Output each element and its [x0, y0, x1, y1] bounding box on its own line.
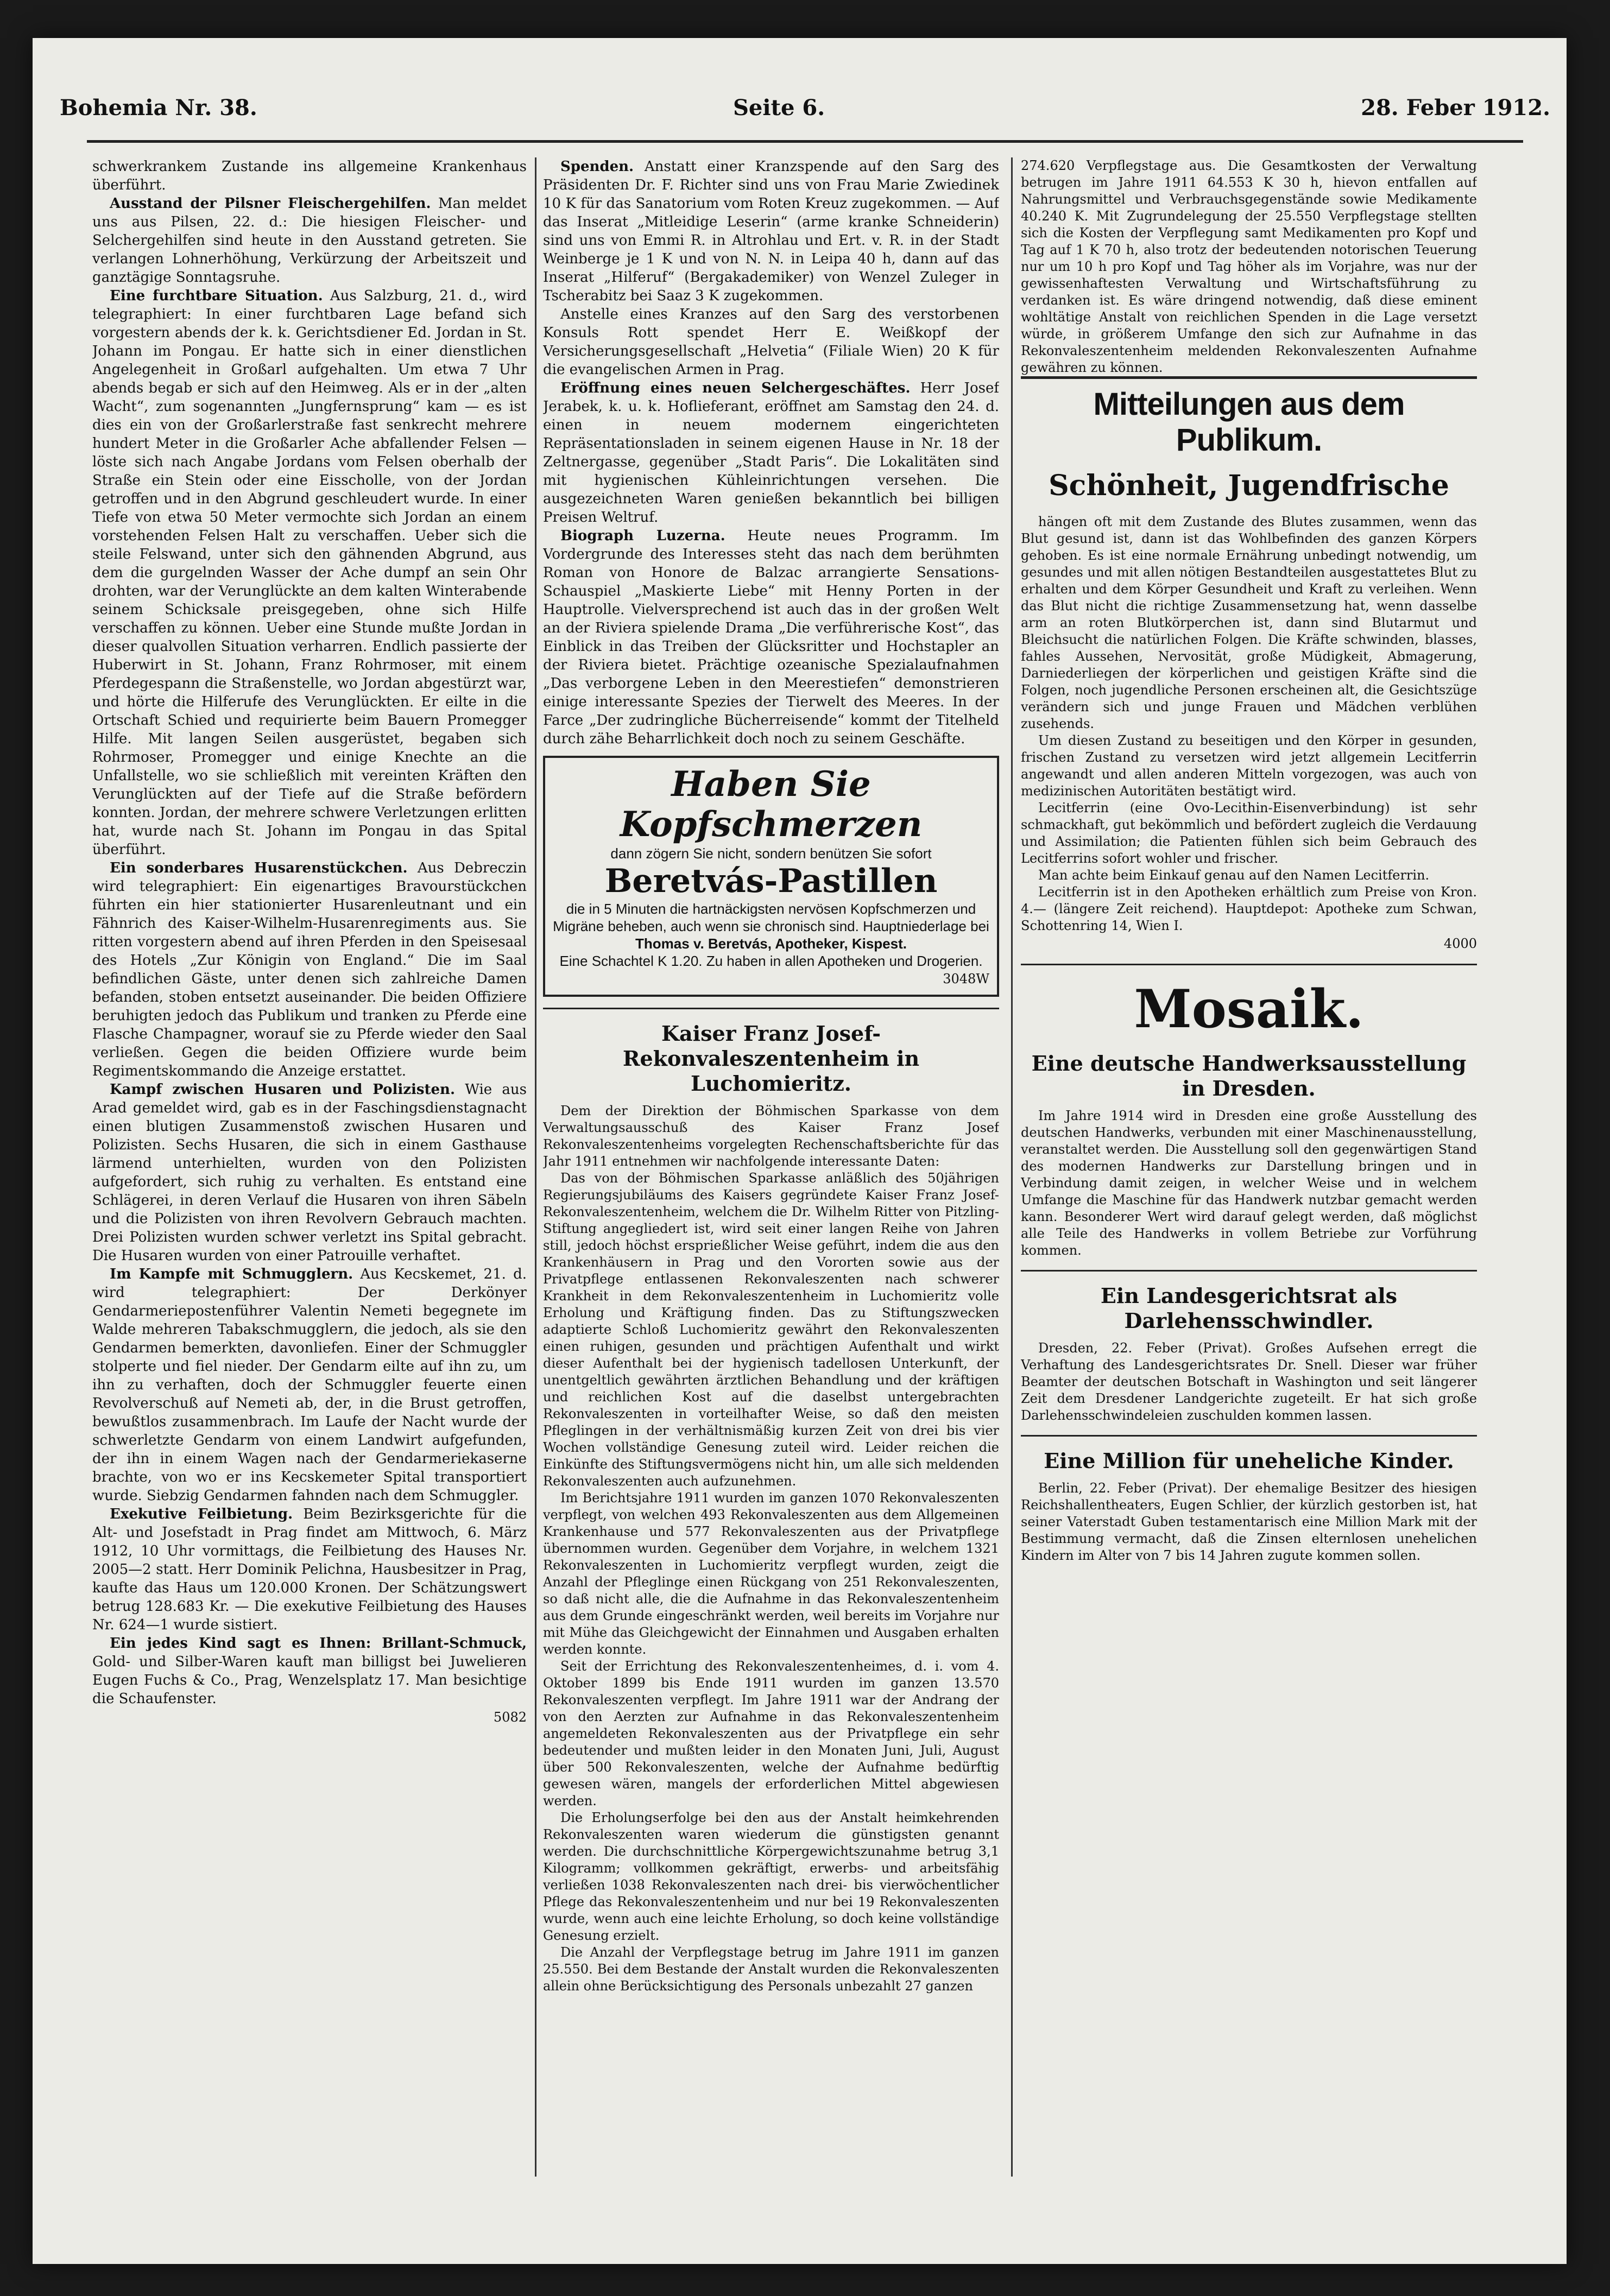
ad-beretvas — [543, 756, 999, 997]
column-3 — [1021, 157, 1477, 2187]
divider — [1021, 1270, 1477, 1272]
article-paragraph — [92, 1080, 527, 1265]
article-paragraph: Berlin, 22. Feber (Privat). Der ehemalige Besitzer des hiesigen Reichshallentheaters, Eugen Schlier, der kürzlich gestorben ist, hat seiner Vaterstadt Guben testamentarisch eine Million Mark mit der Bestimmung vermacht, daß die Zinsen elternlosen unehelichen Kindern im Alter von 7 bis 14 Jahren zugute kommen sollen. — [1021, 1481, 1477, 1563]
article-text: Aus Kecskemet, 21. d. wird telegraphiert: Der Derkönyer Gendarmeriepostenführer Valentin Nemeti begegnete im Walde mehreren Tabakschmugglern, die jedoch, als sie den Gendarmen bemerkten, davonliefen. Einer der Schmuggler stolperte und fiel nieder. Der Gendarm eilte auf ihn zu, um ihn zu verhaften, doch der Schmuggler feuerte einen Revolverschuß auf Nemeti ab, der, in die Brust getroffen, bewußtlos zusammenbrach. Im Laufe der Nacht wurde der schwerletzte Gendarm von einem Landwirt aufgefunden, der ihn in einem Wagen nach der Gendarmeriekaserne brachte, von wo er ins Kecskemeter Spital transportiert wurde. Siebzig Gendarmen fahnden nach dem Schmuggler. — [92, 1266, 527, 1504]
issue-date: 28. Feber 1912. — [1361, 95, 1550, 121]
article-text: Heute neues Programm. Im Vordergrunde des Interesses steht das nach dem berühmten Roman von Honore de Balzac arrangierte Sensations-Schauspiel „Maskierte Liebe“ mit Henny Porten in der Hauptrolle. Vielversprechend ist auch das in der großen Welt an der Riviera spielende Drama „Die verführerische Kost“, das Einblick in das Treiben der Glücksritter und Hochstapler an der Riviera bietet. Prächtige ozeanische Spezialaufnahmen „Das verborgene Leben in den Meerestiefen“ demonstrieren einige interessante Spezies der Tierwelt des Meeres. In der Farce „Der zudringliche Bücherreisende“ kommt der Titelheld durch zähe Beharrlichkeit doch noch zu seinem Geschäfte. — [543, 528, 999, 747]
divider — [1021, 964, 1477, 965]
article-text: Aus Debreczin wird telegraphiert: Ein eigenartiges Bravourstückchen führten ein hier stationierter Husarenleutnant und ein Fähnrich des Kaiser-Wilhelm-Husarenregiments aus. Sie ritten vorgestern abend auf ihren Pferden in den Speisesaal des Hotels „Zur Königin von England.“ Die im Saal befindlichen Gäste, unter denen sich zahlreiche Damen befanden, stoben entsetzt auseinander. Die beiden Offiziere beruhigten jedoch das Publikum und tranken zu Pferde eine Flasche Champagner, worauf sie zu Pferde wieder den Saal verließen. Gegen die beiden Offiziere wurde beim Regimentskommando die Anzeige erstattet. — [92, 860, 527, 1079]
ad-paragraph: Lecitferrin (eine Ovo-Lecithin-Eisenverbindung) ist sehr schmackhaft, gut bekömmlich und befördert zugleich die Verdauung und Assimilation; die Patienten fühlen sich beim Gebrauch des Lecitferrins sofort wohler und frischer. — [1021, 800, 1477, 866]
article-paragraph: Die Anzahl der Verpflegstage betrug im Jahre 1911 im ganzen 25.550. Bei dem Bestande der Anstalt wurden die Rekonvaleszenten allein ohne Berücksichtigung des Personals unbezahlt 27 ganzen — [543, 1945, 999, 1994]
ad-body: die in 5 Minuten die hartnäckigsten nervösen Kopfschmerzen und Migräne beheben, auch wenn sie chronisch sind. Hauptniederlage bei — [553, 901, 989, 934]
article-paragraph — [543, 379, 999, 527]
article-runin-title: Im Kampfe mit Schmugglern. — [110, 1266, 353, 1282]
article-title: Ein Landesgerichtsrat als Darlehensschwindler. — [1100, 1283, 1398, 1333]
article-text: Gold- und Silber-Waren kauft man billigst bei Juwelieren Eugen Fuchs & Co., Prag, Wenzelsplatz 17. Man besichtige die Schaufenster. — [92, 1654, 527, 1707]
article-text: Man meldet uns aus Pilsen, 22. d.: Die hiesigen Fleischer- und Selchergehilfen sind heute in den Ausstand getreten. Sie verlangen Lohnerhöhung, Verkürzung der Arbeitszeit und ganztägige Sonntagsruhe. — [92, 195, 527, 286]
ad-paragraph: Man achte beim Einkauf genau auf den Namen Lecitferrin. — [1038, 868, 1430, 883]
article-paragraph — [543, 305, 999, 379]
article-paragraph: Dresden, 22. Feber (Privat). Großes Aufsehen erregt die Verhaftung des Landesgerichtsrates Dr. Snell. Dieser war früher Beamter der deutschen Botschaft in Washington und seit längerer Zeit dem Dresdener Landgerichte zugeteilt. Er hat sich große Darlehensschwindeleien zuschulden kommen lassen. — [1021, 1340, 1477, 1423]
section-heading: Mitteilungen aus dem Publikum. — [1021, 376, 1477, 458]
article-text: Anstelle eines Kranzes auf den Sarg des verstorbenen Konsuls Rott spendet Herr E. Weißkopf der Versicherungsgesellschaft „Helvetia“ (Filiale Wien) 20 K für die evangelischen Armen in Prag. — [543, 306, 999, 378]
ad-code: 4000 — [1443, 936, 1477, 951]
article-paragraph — [92, 859, 527, 1080]
article-text: Beim Bezirksgerichte für die Alt- und Josefstadt in Prag findet am Mittwoch, 6. März 1912, 10 Uhr vormittags, die Feilbietung des Hauses Nr. 2005—2 statt. Herr Dominik Pelichna, Hausbesitzer in Prag, kaufte das Haus um 120.000 Kronen. Der Schätzungswert betrug 128.683 Kr. — Die exekutive Feilbietung des Hauses Nr. 624—1 wurde sistiert. — [92, 1506, 527, 1633]
article-text: Aus Salzburg, 21. d., wird telegraphiert: In einer furchtbaren Lage befand sich vorgestern abends der k. k. Gerichtsdiener Ed. Jordan in St. Johann im Pongau. Er hatte sich in einer dienstlichen Angelegenheit in Großarl aufgehalten. Um etwa 7 Uhr abends begab er sich auf den Heimweg. Als er in der „alten Wacht“, zum sogenannten „Jungfernsprung“ kam — es ist dies ein von der Großarlerstraße fast senkrecht mehrere hundert Meter in die Großarler Ache abfallender Felsen — löste sich nach Angabe Jordans vom Felsen oberhalb der Straße ein Stein oder eine Eisscholle, von der Jordan getroffen und in den Abgrund geschleudert wurde. In einer Tiefe von etwa 50 Meter vermochte sich Jordan an einem vorstehenden Felsen Halt zu verschaffen. Ueber sich die steile Felswand, unter sich den gähnenden Abgrund, aus dem die gurgelnden Wasser der Ache dumpf an sein Ohr drohten, war der Verunglückte an dem kalten Winterabende seinem Schicksale preisgegeben, ohne sich Hilfe verschaffen zu können. Ueber eine Stunde mußte Jordan in dieser qualvollen Situation verharren. Endlich passierte der Huberwirt in St. Johann, Franz Rohrmoser, mit einem Pferdegespann die Straßenstelle, wo Jordan abgestürzt war, und hörte die Hilferufe des Verunglückten. Er eilte in die Ortschaft Schied und requirierte beim Bauern Promegger Hilfe. Mit langen Seilen ausgerüstet, begaben sich Rohrmoser, Promegger und einige Knechte an die Unfallstelle, wo sie schließlich mit vereinten Kräften den Verunglückten auf der Tiefe auf die Straße befördern konnten. Jordan, der mehrere schwere Verletzungen erlitten hat, wurde nach St. Johann im Pongau in das Spital überführt. — [92, 288, 527, 858]
article-runin-title: Kampf zwischen Husaren und Polizisten. — [110, 1081, 455, 1098]
article-paragraph — [92, 1634, 527, 1708]
article-paragraph: Im Jahre 1914 wird in Dresden eine große Ausstellung des deutschen Handwerks, verbunden mit einer Maschinenausstellung, veranstaltet werden. Die Ausstellung soll den gegenwärtigen Stand des modernen Handwerks zur Darstellung bringen und in Verbindung damit zeigen, in welcher Weise und in welchem Umfange die Maschine für das Handwerk nutzbar gemacht werden kann. Besonderer Wert wird darauf gelegt werden, daß möglichst alle Teile des Handwerks in vollem Betriebe zur Vorführung kommen. — [1021, 1108, 1477, 1258]
article-runin-title: Ein jedes Kind sagt es Ihnen: Brillant-Schmuck, — [110, 1635, 527, 1652]
ad-headline: Haben Sie Kopfschmerzen — [620, 764, 923, 845]
ad-subline: dann zögern Sie nicht, sondern benützen Sie sofort — [610, 845, 932, 862]
article-title: Eine Million für uneheliche Kinder. — [1044, 1449, 1454, 1473]
header-rule — [87, 140, 1523, 143]
page-number: Seite 6. — [733, 95, 825, 121]
article-paragraph: Seit der Errichtung des Rekonvaleszentenheimes, d. i. vom 4. Oktober 1899 bis Ende 1911 wurden im ganzen 13.570 Rekonvaleszenten verpflegt. Im Jahre 1911 war der Andrang der von den Aerzten zur Aufnahme in das Rekonvaleszentenheim angemeldeten Rekonvaleszenten aus der Privatpflege ein sehr bedeutender und mußten leider in den Monaten Juni, Juli, August über 500 Rekonvaleszenten, welche der Aufnahme bedürftig gewesen wären, mangels der erforderlichen Mittel abgewiesen werden. — [543, 1659, 999, 1808]
ad-title: Schönheit, Jugendfrische — [1049, 469, 1449, 502]
article-text: Wie aus Arad gemeldet wird, gab es in der Faschingsdienstagnacht einen blutigen Zusammenstoß zwischen Husaren und Polizisten. Sechs Husaren, die sich in einem Gasthause lärmend unterhielten, wurden von den Polizisten aufgefordert, sich ruhig zu verhalten. Es entstand eine Schlägerei, in deren Verlauf die Husaren von ihren Säbeln und die Polizisten von ihren Revolvern Gebrauch machten. Drei Polizisten wurden schwer verletzt ins Spital gebracht. Die Husaren wurden von einer Patrouille verhaftet. — [92, 1081, 527, 1264]
article-paragraph — [92, 1505, 527, 1634]
article-continuation: 274.620 Verpflegstage aus. Die Gesamtkosten der Verwaltung betrugen im Jahre 1911 64.553 K 30 h, hievon entfallen auf Nahrungsmittel und Verbrauchsgegenstände sowie Medikamente 40.240 K. Mit Zugrundelegung der 25.550 Verpflegstage stellten sich die Kosten der Verpflegung samt Medikamenten pro Kopf und Tag auf 1 K 70 h, also trotz der bedeutenden notorischen Teuerung nur um 10 h pro Kopf und Tag höher als im Vorjahre, was nur der gewissenhaftesten Verwaltung und Wirtschaftsführung zu verdanken ist. Es wäre dringend notwendig, daß diese eminent wohltätige Anstalt von reichlichen Spenden in die Lage versetzt würde, in größerem Umfange den sich zur Aufnahme in das Rekonvaleszentenheim meldenden Rekonvaleszenten Aufnahme gewähren zu können. — [1021, 158, 1477, 375]
article-paragraph — [543, 157, 999, 305]
article-text: Anstatt einer Kranzspende auf den Sarg des Präsidenten Dr. F. Richter sind uns von Frau Marie Zwiedinek 10 K für das Sanatorium vom Roten Kreuz zugekommen. — Auf das Inserat „Mitleidige Leserin“ (arme kranke Schneiderin) sind uns von Emmi R. in Altrohlau und Ert. v. R. in der Stadt Weinberge je 1 K und von N. N. in Leipa 40 h, dann auf das Inserat „Hilferuf“ (Bergakademiker) von Wenzel Zuleger in Tscherabitz bei Saaz 3 K zugekommen. — [543, 159, 999, 304]
column-divider — [535, 157, 536, 2177]
divider — [1021, 1435, 1477, 1437]
article-text: Herr Josef Jerabek, k. u. k. Hoflieferant, eröffnet am Samstag den 24. d. einen in neuem modernem eingerichteten Repräsentationsladen in seinem eigenen Hause in Nr. 18 der Zeltnergasse, gegenüber „Stadt Paris“. Die Lokalitäten sind mit hygienischen Kühleinrichtungen versehen. Die ausgezeichneten Waren genießen bekanntlich bei billigen Preisen Weltruf. — [543, 380, 999, 526]
section-heading-mosaic: Mosaik. — [1134, 978, 1364, 1040]
article-paragraph — [92, 1265, 527, 1505]
article-title: Eine deutsche Handwerksausstellung in Dresden. — [1031, 1051, 1467, 1100]
article-paragraph — [92, 157, 527, 194]
page-header — [60, 95, 1550, 138]
ad-paragraph: Lecitferrin ist in den Apotheken erhältlich zum Preise von Kron. 4.— (längere Zeit reichend). Hauptdepot: Apotheke zum Schwan, Schottenring 14, Wien I. — [1021, 884, 1477, 933]
column-2 — [543, 157, 999, 2187]
divider — [543, 1008, 999, 1009]
article-paragraph: Die Erholungserfolge bei den aus der Anstalt heimkehrenden Rekonvaleszenten waren wiederum die günstigsten genannt werden. Die durchschnittliche Körpergewichtszunahme betrug 3,1 Kilogramm; vollkommen gekräftigt, erwerbs- und arbeitsfähig verließen 1038 Rekonvaleszenten nach drei- bis vierwöchentlicher Pflege das Rekonvaleszentenheim und nur bei 19 Rekonvaleszenten wurde, wenn auch eine leichte Erholung, so doch keine vollständige Genesung erzielt. — [543, 1810, 999, 1943]
ad-code: 3048W — [943, 971, 989, 986]
article-runin-title: Spenden. — [560, 159, 634, 175]
ad-price: Eine Schachtel K 1.20. Zu haben in allen Apotheken und Drogerien. — [559, 953, 983, 969]
ad-product: Beretvás-Pastillen — [604, 862, 938, 900]
article-runin-title: Ein sonderbares Husarenstückchen. — [110, 860, 408, 876]
ad-paragraph: hängen oft mit dem Zustande des Blutes zusammen, wenn das Blut gesund ist, dann ist das Wohlbefinden des ganzen Körpers gehoben. Es ist eine normale Ernährung unbedingt notwendig, um gesundes und mit allen nötigen Bestandteilen ausgestattetes Blut zu erhalten und dem Körper Gesundheit und Kraft zu verleihen. Wenn das Blut nicht die richtige Zusammensetzung hat, wenn dasselbe arm an roten Blutkörperchen ist, dann sind Blutarmut und Bleichsucht die natürlichen Folgen. Die Kräfte schwinden, blasses, fahles Aussehen, Nervosität, große Müdigkeit, Abmagerung, Darniederliegen der körperlichen und geistigen Kräfte sind die Folgen, noch jugendliche Personen erscheinen alt, die Gesichtszüge verändern sich und junge Frauen und Mädchen verblühen zusehends. — [1021, 514, 1477, 731]
article-paragraph — [543, 527, 999, 748]
article-paragraph — [92, 194, 527, 287]
article-runin-title: Biograph Luzerna. — [560, 528, 725, 544]
column-divider — [1011, 157, 1013, 2177]
article-runin-title: Ausstand der Pilsner Fleischergehilfen. — [110, 195, 431, 212]
article-paragraph — [92, 287, 527, 859]
article-title: Kaiser Franz Josef-Rekonvaleszentenheim in Luchomieritz. — [622, 1021, 920, 1096]
article-paragraph: Das von der Böhmischen Sparkasse anläßlich des 50jährigen Regierungsjubiläums des Kaisers gegründete Kaiser Franz Josef-Rekonvaleszentenheim, welchem die Dr. Wilhelm Ritter von Pitzling-Stiftung angegliedert ist, wird seit einer langen Reihe von Jahren still, jedoch höchst ersprießlicher Weise geführt, indem die aus den Krankenhäusern in Prag und den Vororten sowie aus der Privatpflege entlassenen Rekonvaleszenten nach schwerer Krankheit in dem Rekonvaleszentenheim in Luchomieritz volle Erholung und Kräftigung finden. Das zu Stiftungszwecken adaptierte Schloß Luchomieritz gewährt den Rekonvaleszenten einen ruhigen, gesunden und prächtigen Aufenthalt und wirkt dieser Aufenthalt bei der hygienisch tadellosen Unterkunft, der unentgeltlich gewährten ärztlichen Behandlung und der kräftigen und reichlichen Kost auf die daselbst untergebrachten Rekonvaleszenten in vorteilhafter Weise, so daß den meisten Pfleglingen in der verhältnismäßig kurzen Zeit von drei bis vier Wochen vollständige Genesung zuteil wird. Leider reichen die Einkünfte des Stiftungsvermögens nicht hin, um alle sich meldenden Rekonvaleszenten auch aufzunehmen. — [543, 1171, 999, 1489]
article-paragraph: Im Berichtsjahre 1911 wurden im ganzen 1070 Rekonvaleszenten verpflegt, von welchen 493 Rekonvaleszenten aus dem Allgemeinen Krankenhause und 577 Rekonvaleszenten aus der Privatpflege übernommen wurden. Gegenüber dem Vorjahre, in welchem 1321 Rekonvaleszenten in Luchomieritz verpflegt wurden, zeigt die Anzahl der Pfleglinge einen Rückgang von 251 Rekonvaleszenten, so daß nicht alle, die die Aufnahme in das Rekonvaleszentenheim aus dem Grunde eingeschränkt werden, weil bereits im Vorjahre nur mit Mühe das Gleichgewicht der Einnahmen und Ausgaben erhalten werden konnte. — [543, 1490, 999, 1657]
article-paragraph: Dem der Direktion der Böhmischen Sparkasse von dem Verwaltungsausschuß des Kaiser Franz Josef Rekonvaleszentenheims vorgelegten Rechenschaftsberichte für das Jahr 1911 entnehmen wir nachfolgende interessante Daten: — [543, 1103, 999, 1169]
ad-seller: Thomas v. Beretvás, Apotheker, Kispest. — [635, 935, 907, 952]
article-runin-title: Eröffnung eines neuen Selchergeschäftes. — [560, 380, 911, 396]
article-text: schwerkrankem Zustande ins allgemeine Krankenhaus überführt. — [92, 159, 527, 193]
column-1 — [92, 157, 527, 2187]
ad-paragraph: Um diesen Zustand zu beseitigen und den Körper in gesunden, frischen Zustand zu versetzen wird jetzt allgemein Lecitferrin angewandt und allen anderen Mitteln vorgezogen, was auch von medizinischen Autoritäten bestätigt wird. — [1021, 733, 1477, 799]
ad-code: 5082 — [493, 1710, 527, 1725]
article-runin-title: Exekutive Feilbietung. — [110, 1506, 293, 1522]
masthead-issue: Bohemia Nr. 38. — [60, 95, 257, 121]
article-runin-title: Eine furchtbare Situation. — [110, 288, 323, 304]
